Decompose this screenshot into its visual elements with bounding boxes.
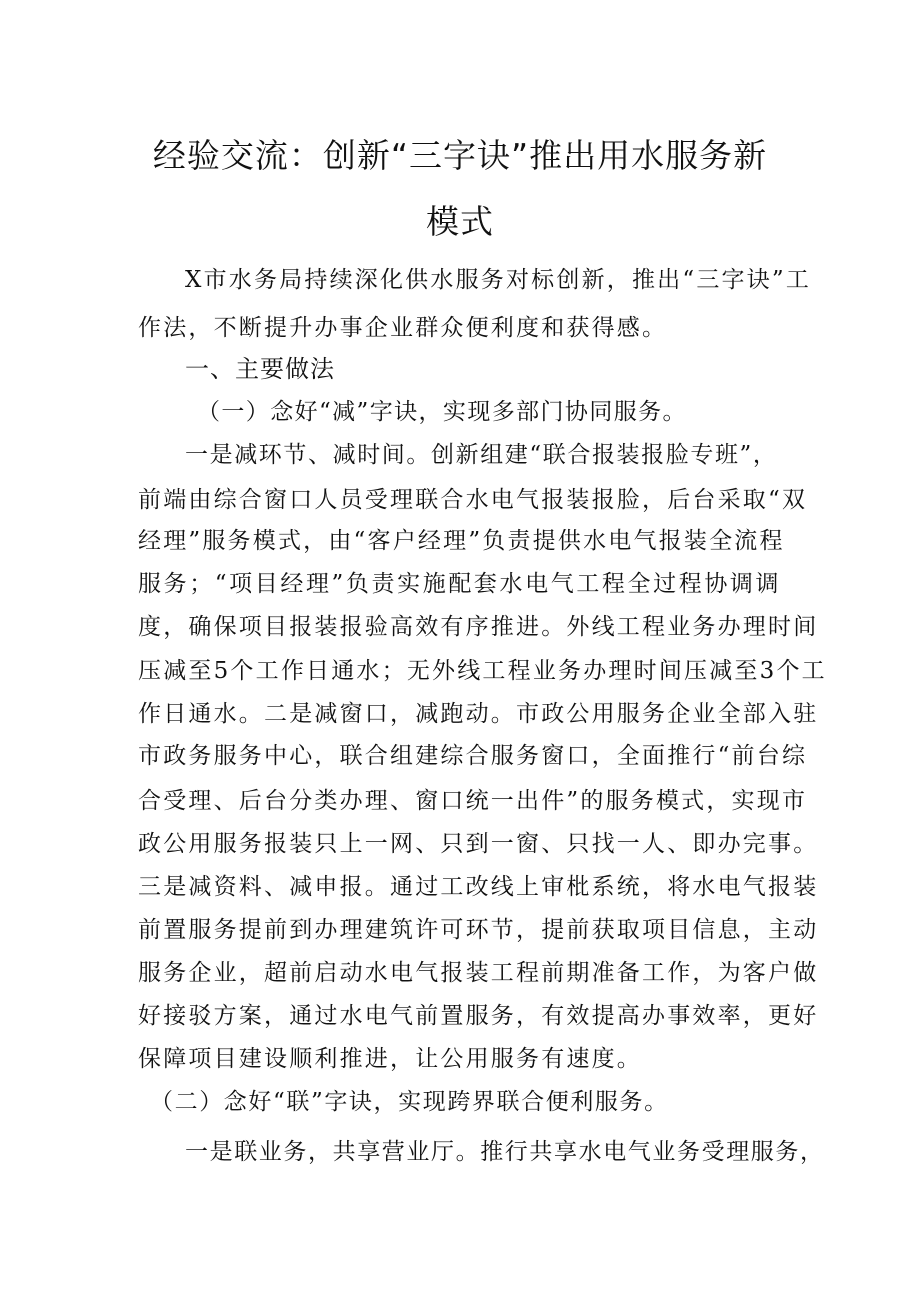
intro-line-1: X市水务局持续深化供水服务对标创新，推出“三字诀”工	[185, 267, 812, 293]
body-line-9: 合受理、后台分类办理、窗口统一出件”的服务模式，实现市	[138, 788, 808, 814]
subsection-heading-1: （一）念好“减”字诀，实现多部门协同服务。	[197, 399, 687, 425]
body-line-7: 作日通水。二是减窗口，减跑动。市政公用服务企业全部入驻	[138, 701, 819, 727]
body-line-4: 服务；“项目经理”负责实施配套水电气工程全过程协调调	[138, 571, 782, 597]
body-line-16: 一是联业务，共享营业厅。推行共享水电气业务受理服务，	[185, 1139, 825, 1165]
intro-line-2: 作法，不断提升办事企业群众便利度和获得感。	[138, 315, 668, 341]
body-line-11: 三是减资料、减申报。通过工改线上审枇系统，将水电气报装	[138, 874, 819, 900]
body-line-5: 度，确保项目报装报验高效有序推进。外线工程业务办理时间	[138, 614, 819, 640]
body-line-6: 压减至5个工作日通水；无外线工程业务办理时间压减至3个工	[138, 658, 827, 684]
document-title-line-1: 经验交流：创新“三字诀”推出用水服务新	[152, 136, 768, 175]
body-line-14: 好接驳方案，通过水电气前置服务，有效提高办事效率，更好	[138, 1003, 819, 1029]
body-line-12: 前置服务提前到办理建筑许可环节，提前获取项目信息，主动	[138, 917, 819, 943]
body-line-1: 一是减环节、减时间。创新组建“联合报装报脸专班”，	[185, 442, 778, 468]
document-title-line-2: 模式	[426, 202, 494, 241]
body-line-8: 市政务服务中心，联合组建综合服务窗口，全面推行“前台综	[138, 743, 808, 769]
body-line-10: 政公用服务报装只上一网、只到一窗、只找一人、即办完事。	[138, 831, 819, 857]
body-line-13: 服务企业，超前启动水电气报装工程前期准备工作，为客户做	[138, 960, 819, 986]
subsection-heading-2: （二）念好“联”字诀，实现跨界联合便利服务。	[150, 1089, 669, 1115]
body-line-15: 保障项目建设顺利推进，让公用服务有速度。	[138, 1046, 642, 1072]
body-line-2: 前端由综合窗口人员受理联合水电气报装报脸，后台采取“双	[138, 487, 808, 513]
body-line-3: 经理”服务模式，由“客户经理”负责提供水电气报装全流程	[138, 528, 785, 554]
section-heading-main-practices: 一、主要做法	[185, 355, 335, 383]
